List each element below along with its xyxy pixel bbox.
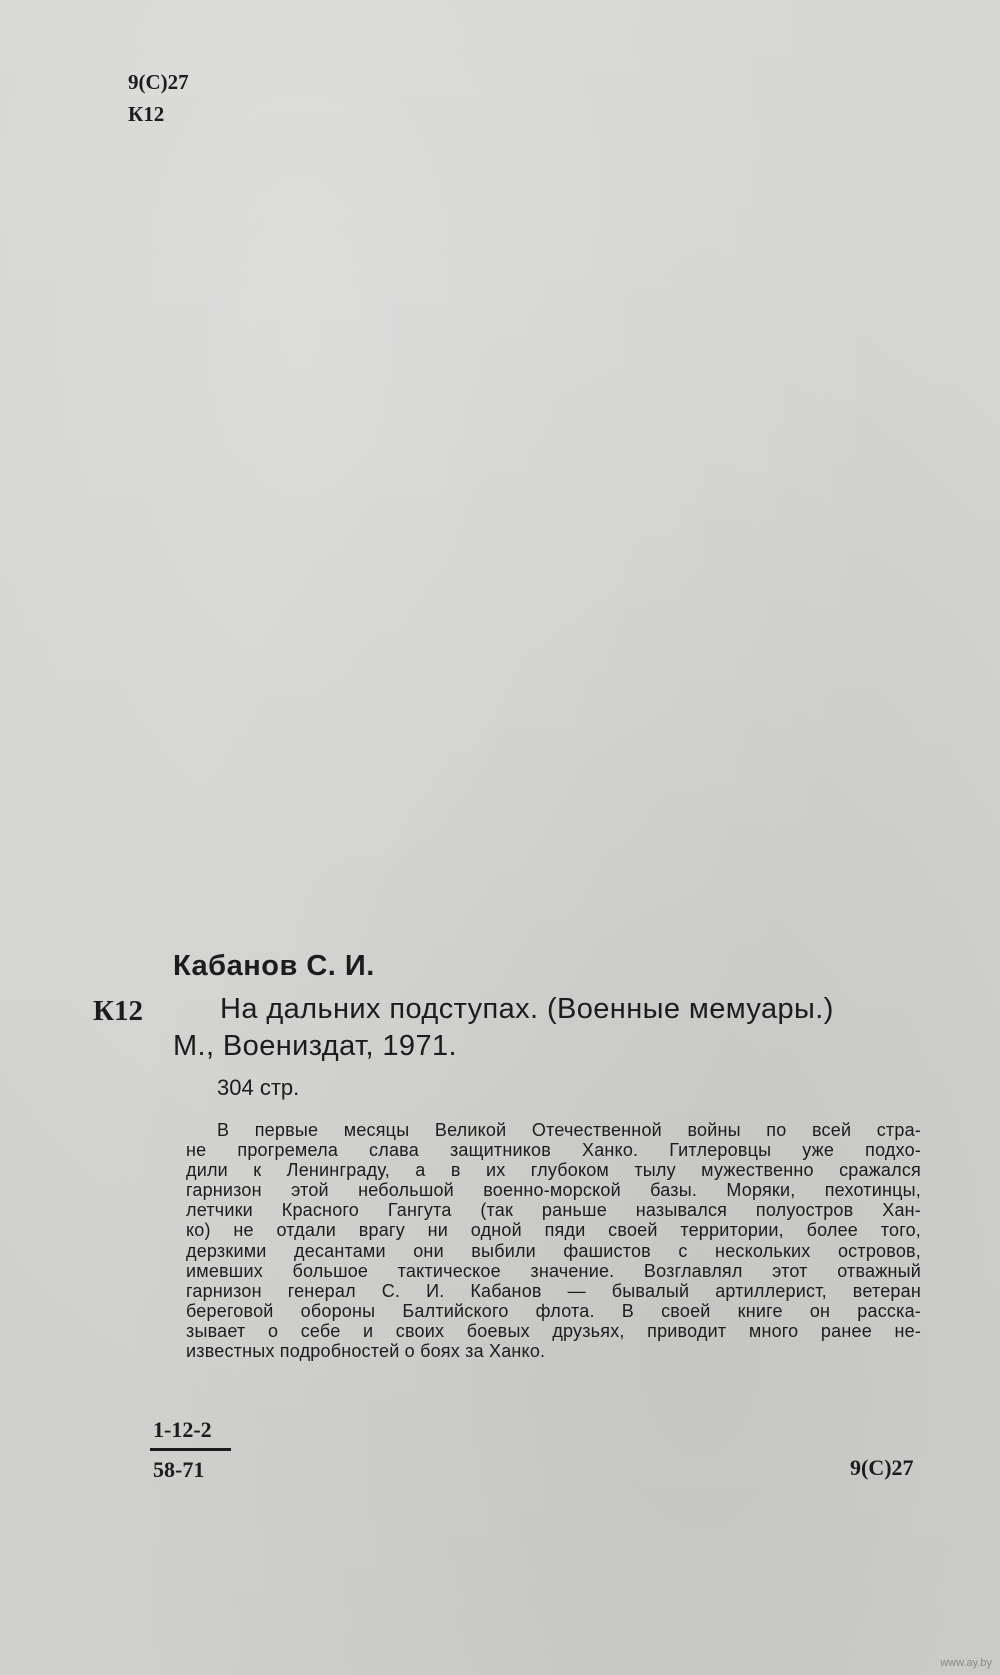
abstract-line: гарнизон генерал С. И. Кабанов — бывалый артиллерист, ветеран: [186, 1280, 921, 1301]
abstract-line: летчики Красного Гангута (так раньше назывался полуостров Хан-: [186, 1200, 921, 1221]
bbk-header: [128, 66, 189, 130]
author-mark: К12: [93, 995, 144, 1027]
abstract-line: имевших большое тактическое значение. Возглавлял этот отважный: [186, 1260, 921, 1281]
abstract-line: известных подробностей о боях за Ханко.: [186, 1341, 546, 1362]
abstract-line: береговой обороны Балтийского флота. В своей книге он расска-: [186, 1300, 921, 1321]
fraction-numerator: 1-12-2: [153, 1417, 212, 1442]
abstract-line: не прогремела слава защитников Ханко. Гитлеровцы уже подхо-: [186, 1140, 921, 1161]
abstract-line: ко) не отдали врагу ни одной пяди своей территории, более того,: [186, 1220, 921, 1241]
abstract: [186, 1120, 921, 1361]
abstract-line: В первые месяцы Великой Отечественной войны по всей стра-: [217, 1120, 921, 1140]
watermark: www.ay.by: [940, 1657, 992, 1669]
page-count: 304 стр.: [217, 1075, 300, 1100]
abstract-line: дили к Ленинграду, а в их глубоком тылу мужественно сражался: [186, 1160, 921, 1181]
author-mark-top: К12: [128, 102, 165, 126]
bbk-code-bottom: 9(С)27: [850, 1455, 914, 1480]
fraction-denominator: 58-71: [153, 1457, 205, 1482]
author-name: Кабанов С. И.: [173, 950, 375, 982]
bbk-code-top: 9(С)27: [128, 70, 189, 94]
abstract-line: дерзкими десантами они выбили фашистов с нескольких островов,: [186, 1240, 921, 1261]
publication-info: М., Воениздат, 1971.: [173, 1030, 457, 1062]
book-title: На дальних подступах. (Военные мемуары.): [220, 993, 834, 1025]
fraction-divider: [150, 1448, 231, 1451]
abstract-line: зывает о себе и своих боевых друзьях, приводит много ранее не-: [186, 1320, 921, 1341]
abstract-line: гарнизон этой небольшой военно-морской базы. Моряки, пехотинцы,: [186, 1180, 921, 1201]
